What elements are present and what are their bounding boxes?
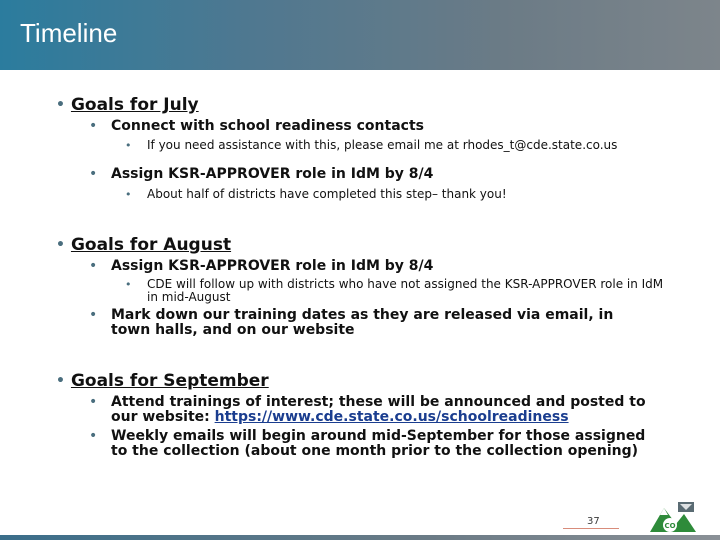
list-item	[89, 394, 652, 425]
list-item	[89, 118, 652, 134]
list-item	[89, 428, 652, 459]
sub-list-item	[125, 187, 668, 201]
bullet-icon: •	[89, 166, 98, 182]
bullet-icon: •	[89, 307, 98, 323]
bullet-icon: •	[125, 188, 132, 201]
section-heading-august: • Goals for August	[56, 235, 232, 255]
bullet-icon: •	[125, 139, 132, 152]
bottom-bar	[0, 535, 720, 540]
school-readiness-link[interactable]: https://www.cde.state.co.us/schoolreadiness	[214, 409, 569, 425]
bullet-icon: •	[56, 97, 65, 113]
bullet-icon: •	[89, 428, 98, 444]
bullet-icon: •	[125, 278, 132, 291]
section-heading-july: • Goals for July	[56, 95, 199, 115]
bullet-icon: •	[89, 118, 98, 134]
sub-list-item	[125, 138, 668, 152]
list-item-text: Mark down our training dates as they are released via email, in town halls, and on our website	[111, 307, 614, 338]
bullet-icon: •	[89, 394, 98, 410]
list-item-text: Attend trainings of interest; these will be announced and posted to our website: https://www.cde.state.co.us/schoolreadiness	[111, 394, 646, 425]
list-item-text: Weekly emails will begin around mid-September for those assigned to the collection (about one month prior to the collection opening)	[111, 428, 646, 459]
list-item	[89, 166, 652, 182]
colorado-logo-icon	[648, 500, 698, 534]
sub-list-item	[125, 277, 668, 304]
sub-item-text: CDE will follow up with districts who have not assigned the KSR-APPROVER role in IdM in mid-August	[147, 277, 664, 304]
page-number: 37	[587, 516, 600, 527]
sub-item-text: If you need assistance with this, please email me at rhodes_t@cde.state.co.us	[147, 138, 618, 152]
bullet-icon: •	[56, 373, 65, 389]
bullet-icon: •	[89, 258, 98, 274]
list-item-text: Assign KSR-APPROVER role in IdM by 8/4	[111, 258, 434, 274]
svg-text:CO: CO	[664, 522, 676, 530]
list-item	[89, 258, 652, 274]
list-item-text: Connect with school readiness contacts	[111, 118, 424, 134]
slide-title: Timeline	[20, 18, 118, 48]
list-item-text: Assign KSR-APPROVER role in IdM by 8/4	[111, 166, 434, 182]
section-heading-september: • Goals for September	[56, 371, 269, 391]
bullet-icon: •	[56, 237, 65, 253]
page-number-underline	[563, 528, 619, 529]
list-item	[89, 307, 652, 338]
sub-item-text: About half of districts have completed this step– thank you!	[147, 187, 507, 201]
